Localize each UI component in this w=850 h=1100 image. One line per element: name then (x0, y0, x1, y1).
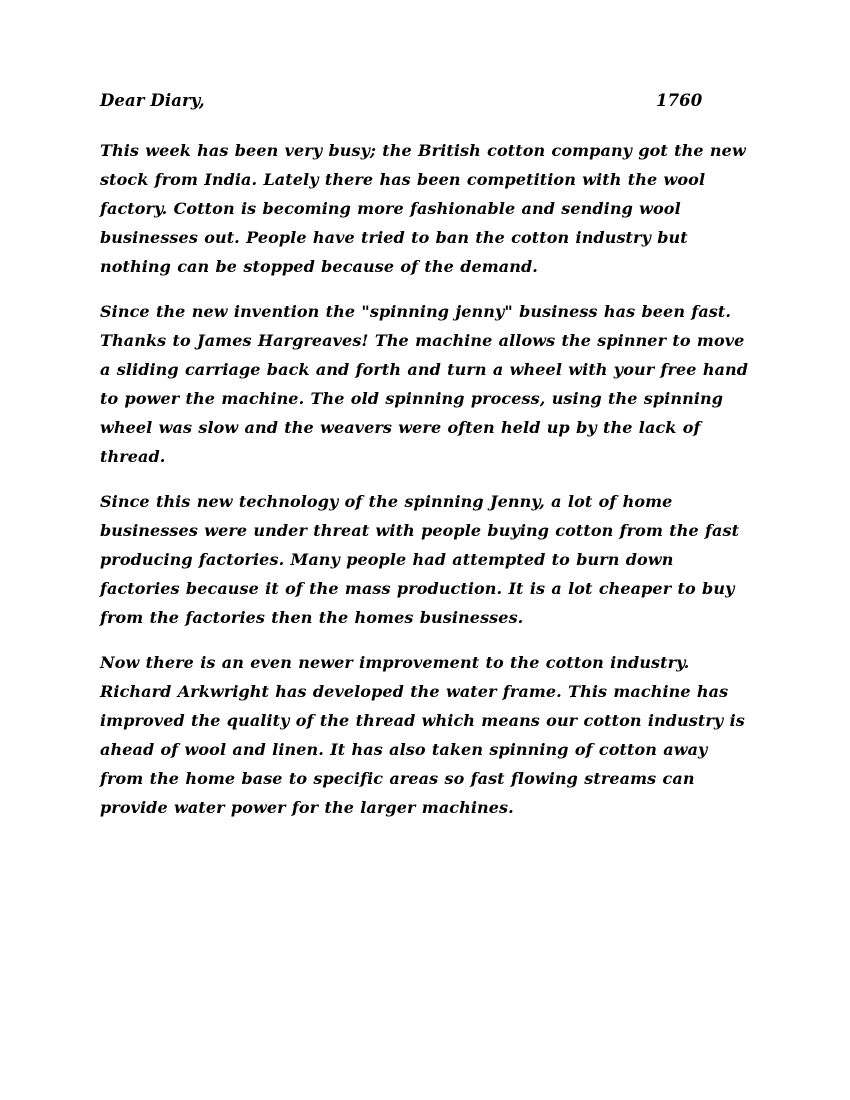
diary-paragraph-4: Now there is an even newer improvement to the cotton industry. Richard Arkwright has developed the water frame. This machine has improved the quality of the thread which means our cotton industry is ahead of wool and linen. It has also taken spinning of cotton away from the home base to specific areas so fast flowing streams can provide water power for the larger machines. (100, 653, 745, 817)
document-body (100, 86, 750, 822)
diary-paragraph-3: Since this new technology of the spinning Jenny, a lot of home businesses were under threat with people buying cotton from the fast producing factories. Many people had attempted to burn down factories because it of the mass production. It is a lot cheaper to buy from the factories then the homes businesses. (100, 492, 740, 627)
diary-paragraph-1: This week has been very busy; the British cotton company got the new stock from India. Lately there has been competition with the wool factory. Cotton is becoming more fashionable and sending wool businesses out. People have tried to ban the cotton industry but nothing can be stopped because of the demand. (100, 141, 746, 276)
diary-salutation: Dear Diary, (100, 91, 205, 110)
diary-date: 1760 (656, 91, 703, 110)
diary-heading-row (100, 86, 750, 116)
diary-paragraph-2: Since the new invention the "spinning jenny" business has been fast. Thanks to James Hargreaves! The machine allows the spinner to move a sliding carriage back and forth and turn a wheel with your free hand to power the machine. The old spinning process, using the spinning wheel was slow and the weavers were often held up by the lack of thread. (100, 302, 749, 466)
